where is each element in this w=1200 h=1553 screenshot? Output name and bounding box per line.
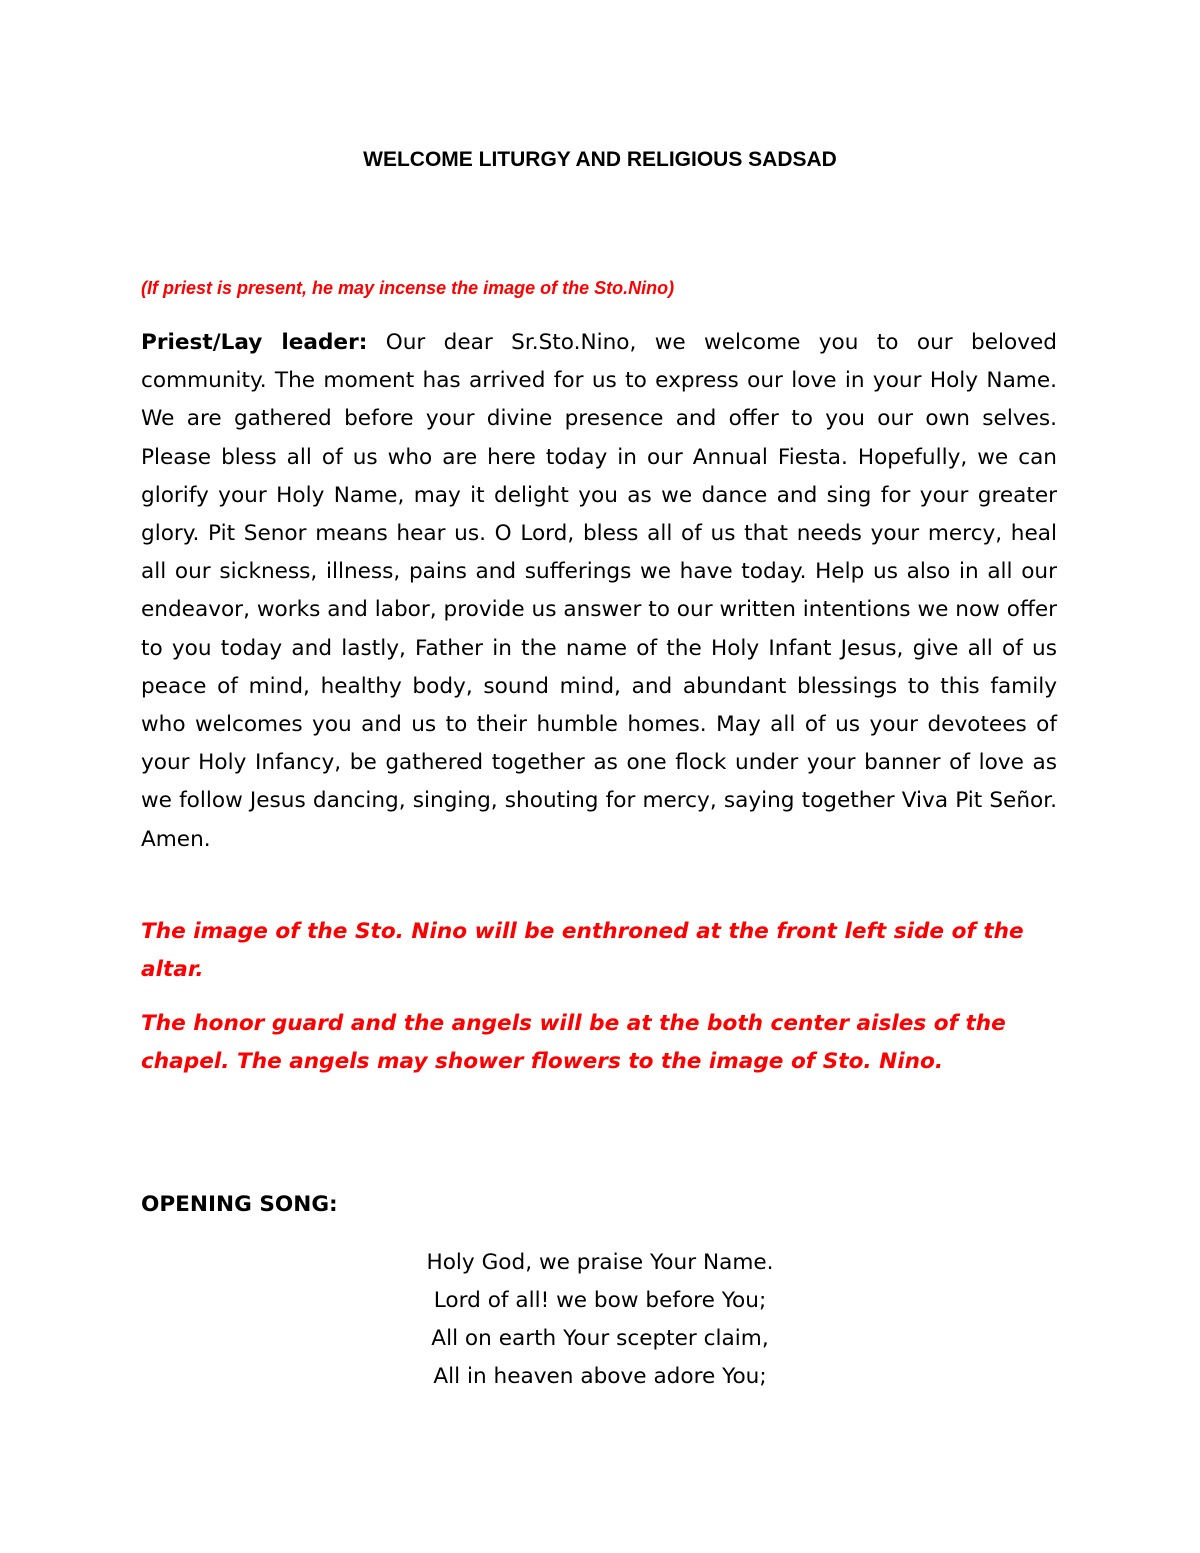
prayer-text: Our dear Sr.Sto.Nino, we welcome you to our beloved community. The moment has arrived for us to express our love in your Holy Name. We are gathered before your divine presence and offer to you our own selves. Please bless all of us who are here today in our Annual Fiesta. Hopefully, we can glorify your Holy Name, may it delight you as we dance and sing for your greater glory. Pit Senor means hear us. O Lord, bless all of us that needs your mercy, heal all our sickness, illness, pains and sufferings we have today. Help us also in all our endeavor, works and labor, provide us answer to our written intentions we now offer to you today and lastly, Father in the name of the Holy Infant Jesus, give all of us peace of mind, healthy body, sound mind, and abundant blessings to this family who welcomes you and us to their humble homes. May all of us your devotees of your Holy Infancy, be gathered together as one flock under your banner of love as we follow Jesus dancing, singing, shouting for mercy, saying together Viva Pit Señor. Amen. xyxy=(141,330,1057,852)
song-line: Lord of all! we bow before You; xyxy=(433,1288,767,1313)
enthronement-rubric: The image of the Sto. Nino will be enthroned at the front left side of the altar. xyxy=(141,919,1024,982)
song-line: All in heaven above adore You; xyxy=(433,1364,767,1389)
prayer-speaker: Priest/Lay leader: xyxy=(141,330,368,355)
welcome-prayer xyxy=(141,324,1057,859)
honor-guard-rubric: The honor guard and the angels will be at the both center aisles of the chapel. The angels may shower flowers to the image of Sto. Nino. xyxy=(141,1011,1006,1074)
song-line: Holy God, we praise Your Name. xyxy=(426,1250,774,1275)
incense-rubric: (If priest is present, he may incense the image of the Sto.Nino) xyxy=(141,278,675,298)
opening-song-heading: OPENING SONG: xyxy=(141,1192,338,1217)
song-line: All on earth Your scepter claim, xyxy=(431,1326,769,1351)
opening-song-lyrics xyxy=(0,1244,1200,1396)
document-title: WELCOME LITURGY AND RELIGIOUS SADSAD xyxy=(363,148,837,171)
